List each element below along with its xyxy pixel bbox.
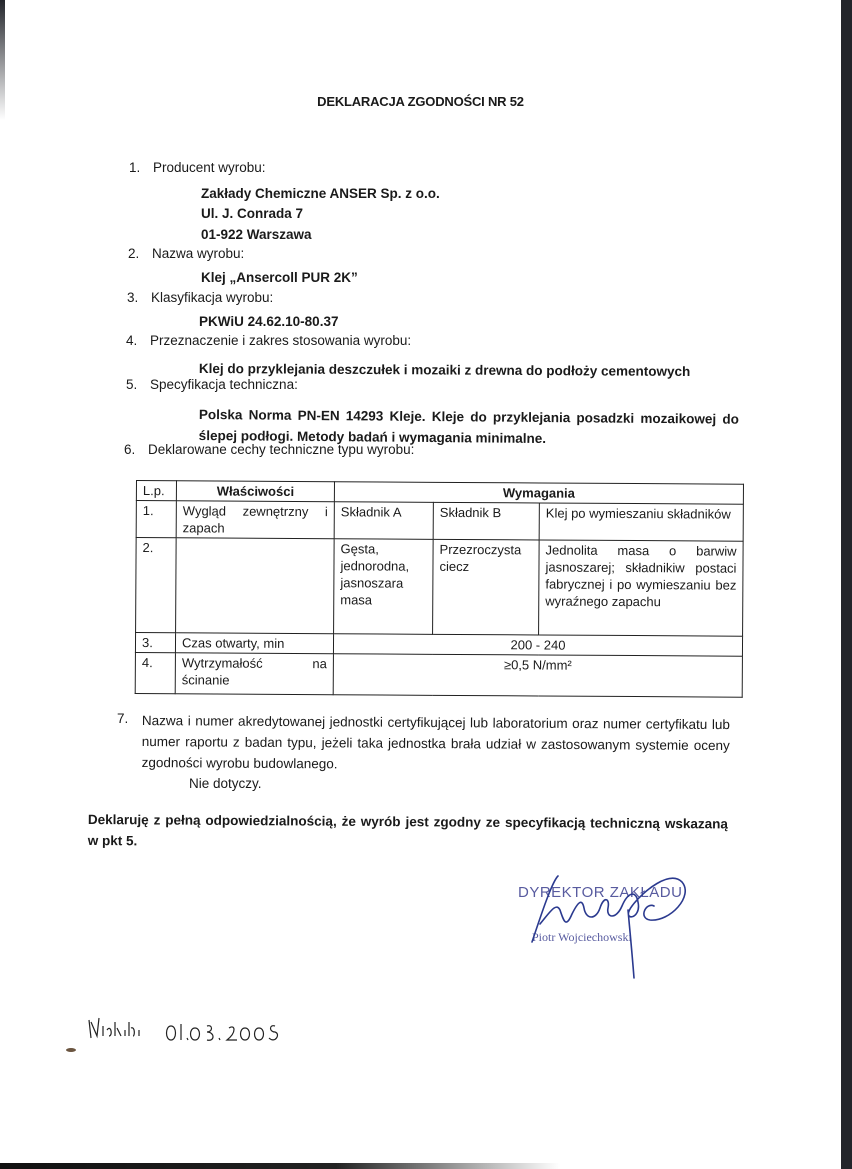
row-lp: 1. [136,501,176,538]
header-lp: L.p. [136,481,176,501]
handwritten-note-icon [85,1010,285,1050]
section-label: Nazwa wyrobu: [152,246,245,261]
product-name: Klej „Ansercoll PUR 2K” [201,270,358,285]
section-5 [126,377,298,392]
declaration-statement: Deklaruję z pełną odpowiedzialnością, że wyrób jest zgodny ze specyfikacją techniczną wskazaną w pkt 5. [87,811,728,849]
scan-edge-right [841,0,852,1169]
section-7-number: 7. [117,711,129,726]
product-classification: PKWiU 24.62.10-80.37 [199,314,339,329]
ink-speck [66,1048,76,1052]
section-number: 4. [126,333,138,348]
section-1 [129,160,266,175]
row-property [176,538,335,634]
stamp-name: Piotr Wojciechowski [532,930,632,944]
row-property: Wygląd zewnętrzny i zapach [176,501,334,539]
header-properties: Właściwości [176,481,334,502]
row-mixed: Jednolita masa o barwiw jasnoszarej; składnikiw postaci fabrycznej i po wymieszaniu bez wyraźnego zapachu [539,540,744,636]
section-2 [128,246,244,261]
section-label: Deklarowane cechy techniczne typu wyrobu: [148,442,415,457]
table-row [136,501,743,542]
row-value: 200 - 240 [333,634,742,656]
section-3 [127,290,273,305]
section-number: 6. [124,442,136,457]
product-purpose: Klej do przyklejania deszczułek i mozaiki z drewna do podłoży cementowych [198,361,691,380]
table-row [135,652,742,697]
row-property: Czas otwarty, min [175,633,333,654]
table-row [136,538,744,637]
scan-edge-bottom [0,1163,560,1169]
section-label: Przeznaczenie i zakres stosowania wyrobu: [150,333,412,348]
section-7-text: Nazwa i numer akredytowanej jednostki certyfikującej lub laboratorium oraz numer certyfikatu lub numer raportu z badan typu, jeżeli taka jednostka brała udział w zastosowanym systemie oceny zgodności wyrobu budowlanego. [141,712,730,772]
row-value: ≥0,5 N/mm² [333,654,742,697]
producer-city: 01-922 Warszawa [201,227,312,242]
row-component-b: Składnik B [433,502,539,540]
row-lp: 2. [136,538,177,633]
technical-features-table [135,480,744,698]
signature-icon [520,862,700,982]
section-7-answer: Nie dotyczy. [189,776,262,791]
section-number: 2. [128,246,140,261]
section-6 [124,442,414,457]
row-lp: 3. [135,633,175,653]
section-label: Producent wyrobu: [153,160,266,175]
stamp-title: DYREKTOR ZAKŁADU [518,884,683,901]
producer-name: Zakłady Chemiczne ANSER Sp. z o.o. [201,186,440,201]
producer-street: Ul. J. Conrada 7 [201,206,304,221]
row-lp: 4. [135,652,175,693]
header-requirements: Wymagania [334,482,743,504]
document-title: DEKLARACJA ZGODNOŚCI NR 52 [317,94,524,109]
row-component-a: Składnik A [334,502,433,540]
row-mixed: Klej po wymieszaniu składników [539,503,743,541]
section-number: 1. [129,160,141,175]
section-label: Specyfikacja techniczna: [150,377,298,392]
section-label: Klasyfikacja wyrobu: [151,290,274,305]
section-4 [126,333,411,348]
section-number: 3. [127,290,139,305]
technical-spec: Polska Norma PN-EN 14293 Kleje. Kleje do przyklejania posadzki mozaikowej do ślepej podłogi. Metody badań i wymagania minimalne. [198,406,739,447]
row-component-a: Gęsta, jednorodna, jasnoszara masa [334,539,434,635]
row-component-b: Przezroczysta ciecz [433,539,540,635]
row-property: Wytrzymałość na ścinanie [175,653,333,695]
section-number: 5. [126,377,138,392]
